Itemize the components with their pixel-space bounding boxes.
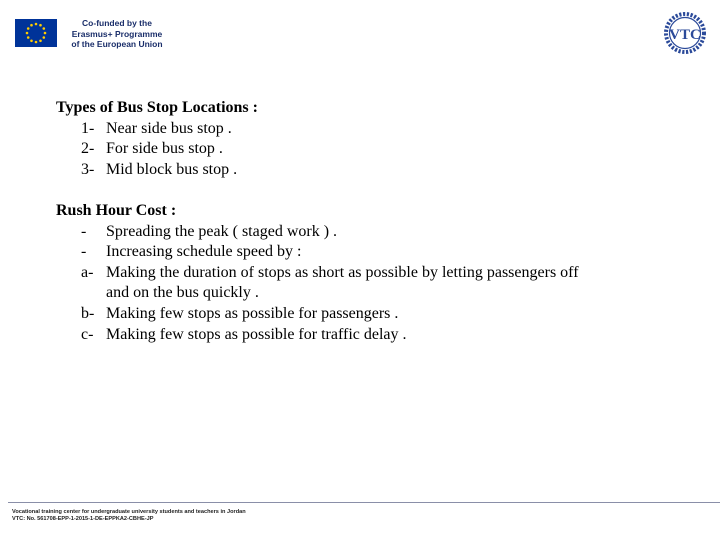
list-marker: c- (81, 325, 94, 343)
footer-line-1: Vocational training center for undergraduate university students and teachers in Jordan (12, 509, 246, 515)
vtc-logo-text: VTC (669, 27, 701, 43)
list-item (56, 160, 676, 181)
eu-line-2: Erasmus+ Programme (71, 28, 163, 39)
list-marker: 2- (81, 140, 95, 158)
list-item-text: Spreading the peak ( staged work ) . (106, 222, 338, 240)
list-item (56, 304, 676, 325)
eu-line-1: Co-funded by the (82, 18, 152, 28)
list-marker: 3- (81, 160, 95, 178)
eu-cofunding-label (62, 18, 172, 50)
list-item (56, 325, 676, 346)
list-item (56, 139, 676, 160)
vtc-logo-icon (660, 11, 710, 55)
list-item-text: Near side bus stop . (106, 119, 232, 137)
section-rush-hour-cost (56, 201, 676, 345)
list-item (56, 119, 676, 140)
spacer (56, 180, 676, 201)
list-item (56, 222, 676, 243)
header (0, 0, 720, 70)
section-bus-stop-locations (56, 98, 676, 180)
eu-line-3: of the European Union (71, 39, 163, 49)
list-marker: a- (81, 263, 94, 281)
eu-flag-icon (15, 19, 57, 47)
list-item-text: Increasing schedule speed by : (106, 243, 302, 261)
list-item-text-continued: and on the bus quickly . (106, 284, 259, 302)
section-heading: Types of Bus Stop Locations : (56, 99, 258, 116)
list-marker: - (81, 222, 87, 240)
list-item-text: Mid block bus stop . (106, 160, 238, 178)
list-item (56, 242, 676, 263)
list-marker: b- (81, 304, 95, 322)
footer (12, 509, 712, 523)
list-item-text: Making few stops as possible for traffic delay . (106, 325, 407, 343)
list-marker: - (81, 243, 87, 261)
list-item (56, 263, 676, 304)
footer-line-2: VTC: No. 561708-EPP-1-2015-1-DE-EPPKA2-CBHE-JP (12, 516, 154, 522)
footer-divider (8, 502, 720, 503)
slide-content (56, 98, 676, 345)
section-heading: Rush Hour Cost : (56, 201, 177, 219)
list-item-text: Making the duration of stops as short as possible by letting passengers off (106, 263, 579, 281)
list-item-text: For side bus stop . (106, 140, 223, 158)
list-marker: 1- (81, 119, 95, 137)
list-item-text: Making few stops as possible for passengers . (106, 304, 399, 322)
